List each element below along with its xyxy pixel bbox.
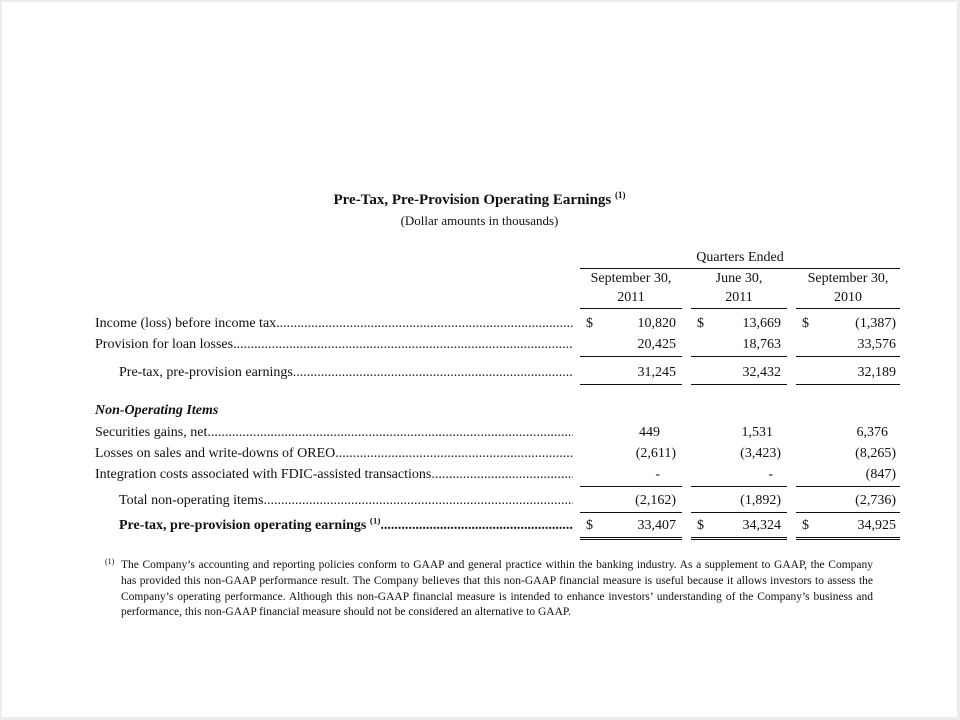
cell: (2,162) [580,493,682,513]
table-row-integration-costs [2,467,957,487]
table-row-income [2,316,957,336]
cell: 31,245 [580,365,682,385]
period-group-header: Quarters Ended [580,250,900,269]
column-header-sep-2011: September 30, 2011 [580,269,682,309]
table-row-securities-gains [2,425,957,445]
cell: (2,611) [635,446,676,461]
column-header-sep-2010: September 30, 2010 [796,269,900,309]
cell: 20,425 [580,337,682,357]
table-row-operating-earnings [2,518,957,538]
cell: 33,576 [796,337,900,357]
row-footnote-ref: (1) [369,518,381,526]
row-label: Integration costs associated with FDIC-assisted transactions ..... [95,467,573,483]
cell: (8,265) [855,446,896,461]
cell: (1,892) [691,493,787,513]
row-label: Income (loss) before income tax ..... [95,316,573,332]
slide [2,2,957,717]
cell: 1,531 [741,425,773,440]
cell: (2,736) [796,493,900,513]
cell: $ 13,669 [697,316,781,331]
cell: 18,763 [691,337,787,357]
row-label: Pre-tax, pre-provision earnings ..... [119,365,573,381]
row-label: Pre-tax, pre-provision operating earnings $^{(1)}$ ..... [119,518,573,534]
footnote-text: The Company’s accounting and reporting policies conform to GAAP and general practice within the banking industry. As a supplement to GAAP, the Company has provided this non-GAAP performance result. The Company believes that this non-GAAP financial measure is useful because it allows investors to assess the Company’s operating performance. Although this non-GAAP financial measure is intended to enhance investors’ understanding of the Company’s business and performance, this non-GAAP financial measure should not be considered an alternative to GAAP. [121,559,873,619]
cell: 32,189 [796,365,900,385]
table-title: Pre-Tax, Pre-Provision Operating Earnings $^{(1)}$ [333,190,626,208]
cell: - [691,467,787,487]
cell: (3,423) [740,446,781,461]
title-footnote-ref: (1) [615,190,626,200]
cell: $ (1,387) [802,316,896,331]
row-label: Provision for loan losses ..... [95,337,573,353]
cell: 32,432 [691,365,787,385]
table-row-oreo-losses [2,446,957,466]
cell: $ 34,324 [691,518,787,540]
footnote-mark: (1) [105,557,115,566]
cell: (847) [796,467,900,487]
footnote [105,558,873,621]
row-label: Total non-operating items ..... [119,493,573,509]
cell: $ 10,820 [586,316,676,331]
section-header-non-operating [2,403,957,423]
cell: $ 33,407 [580,518,682,540]
table-row-pretax-earnings [2,365,957,385]
row-label: Losses on sales and write-downs of OREO ..... [95,446,573,462]
cell: - [580,467,682,487]
cell: $ 34,925 [796,518,900,540]
column-header-jun-2011: June 30, 2011 [691,269,787,309]
table-row-provision [2,337,957,357]
table-subtitle: (Dollar amounts in thousands) [400,213,559,228]
section-label: Non-Operating Items [95,403,219,418]
cell: 6,376 [856,425,888,440]
row-label: Securities gains, net ..... [95,425,573,441]
cell: 449 [639,425,660,440]
table-row-total-non-operating [2,493,957,513]
